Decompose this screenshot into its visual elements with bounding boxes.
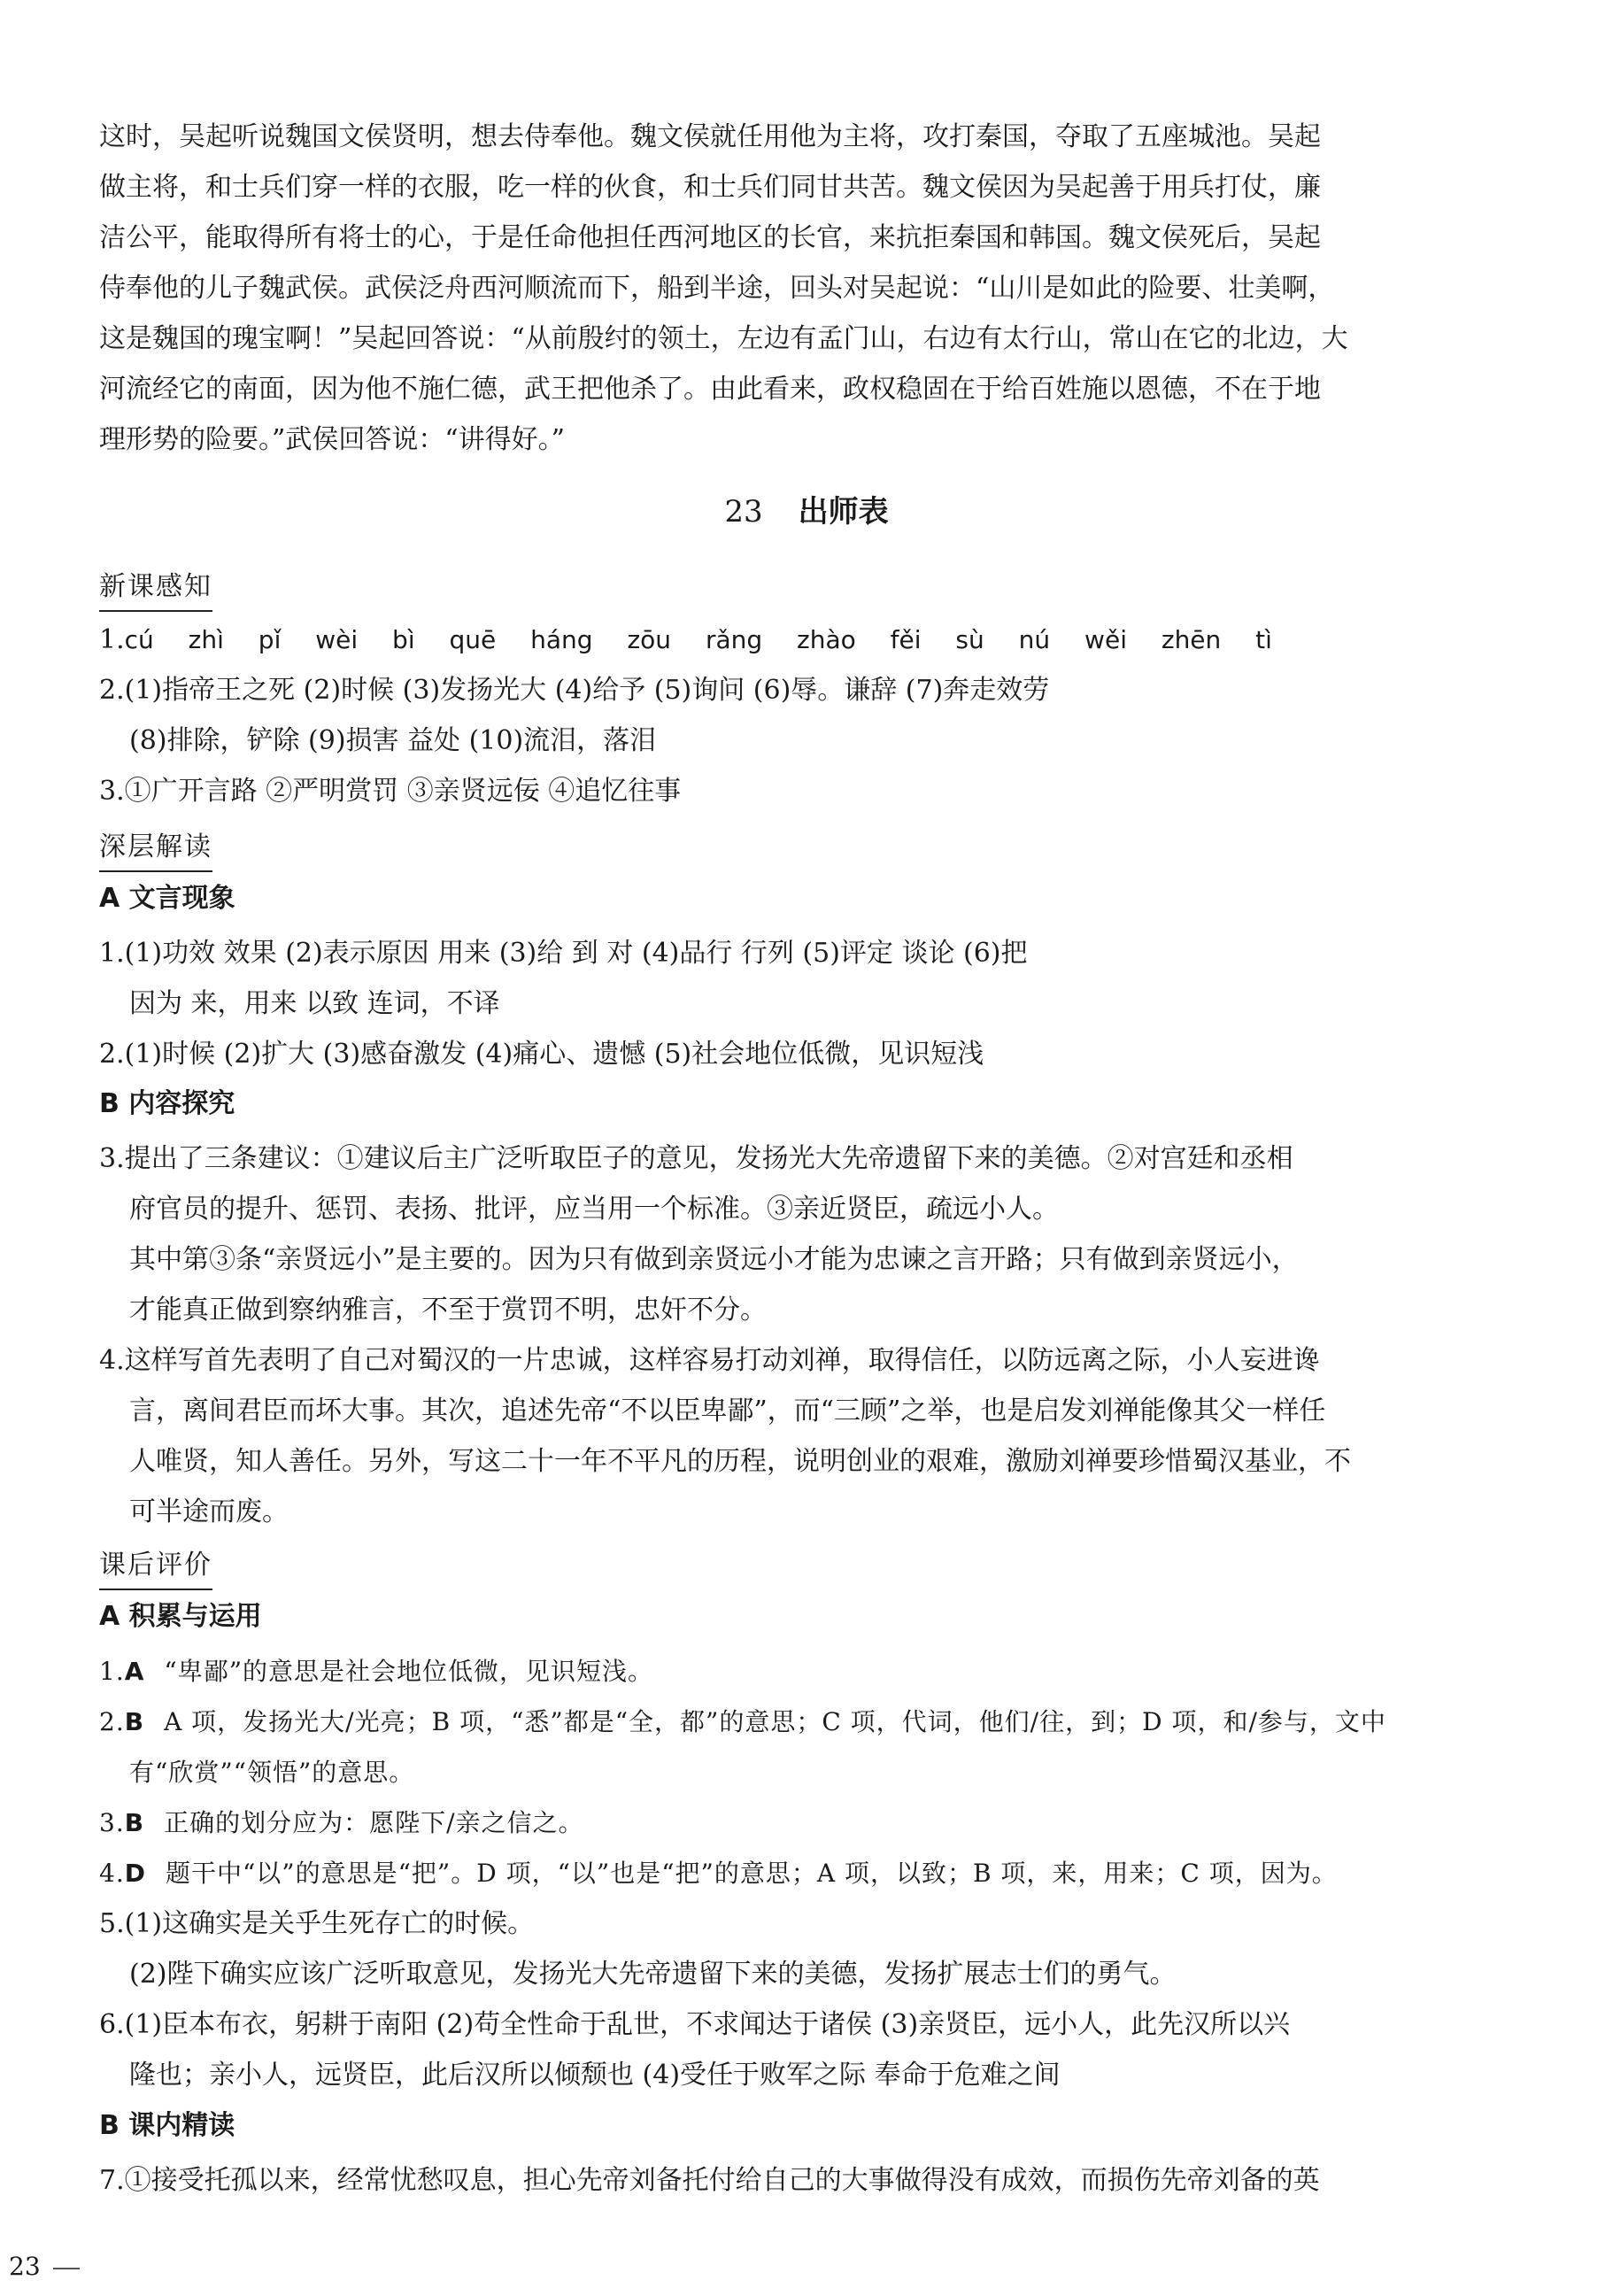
section-header-deep-reading: 深层解读 [99,825,212,872]
intro-line: 河流经它的南面，因为他不施仁德，武王把他杀了。由此看来，政权稳固在于给百姓施以恩德，不在于地 [99,374,1321,405]
answer-line: 才能真正做到察纳雅言，不至于赏罚不明，忠奸不分。 [129,1295,767,1326]
answer-line [99,615,1272,665]
intro-line: 这时，吴起听说魏国文侯贤明，想去侍奉他。魏文侯就任用他为主将，攻打秦国，夺取了五座城池。吴起 [99,121,1321,152]
answer-line: 4.这样写首先表明了自己对蜀汉的一片忠诚，这样容易打动刘禅，取得信任，以防远离之际，小人妄进谗 [99,1345,1320,1376]
subsection-header: A 积累与运用 [99,1601,262,1632]
answer-line: 6.(1)臣本布衣，躬耕于南阳 (2)苟全性命于乱世，不求闻达于诸侯 (3)亲贤臣，远小人，此先汉所以兴 [99,2009,1291,2040]
answer-line: 2.(1)指帝王之死 (2)时候 (3)发扬光大 (4)给予 (5)询问 (6)辱。谦辞 (7)奔走效劳 [99,675,1050,706]
answer-line: 3.提出了三条建议：①建议后主广泛听取臣子的意见，发扬光大先帝遗留下来的美德。②对宫廷和丞相 [99,1143,1293,1174]
answer-line: 有“欣赏”“领悟”的意思。 [129,1758,415,1787]
choice-answer: A [124,1657,145,1686]
page-footer [9,2249,80,2284]
footer-rule [53,2268,80,2269]
intro-line: 洁公平，能取得所有将士的心，于是任命他担任西河地区的长官，来抗拒秦国和韩国。魏文侯死后，吴起 [99,222,1321,253]
answer-line: 隆也；亲小人，远贤臣，此后汉所以倾颓也 (4)受任于败军之际 奉命于危难之间 [129,2060,1061,2091]
question-number: 1. [99,1657,125,1686]
answer-line: 府官员的提升、惩罚、表扬、批评，应当用一个标准。③亲近贤臣，疏远小人。 [129,1194,1059,1225]
intro-line: 理形势的险要。”武侯回答说：“讲得好。” [99,424,566,455]
answer-line: 7.①接受托孤以来，经常忧愁叹息，担心先帝刘备托付给自己的大事做得没有成效，而损伤先帝刘备的英 [99,2165,1320,2196]
question-number: 3. [99,1808,125,1837]
answer-line: 言，离间君臣而坏大事。其次，追述先帝“不以臣卑鄙”，而“三顾”之举，也是启发刘禅能像其父一样任 [129,1395,1326,1426]
question-number: 1. [99,624,125,655]
intro-line: 做主将，和士兵们穿一样的衣服，吃一样的伙食，和士兵们同甘共苦。魏文侯因为吴起善于用兵打仗，廉 [99,172,1321,203]
answer-line: 3.①广开言路 ②严明赏罚 ③亲贤远佞 ④追忆往事 [99,776,682,807]
subsection-header: B 课内精读 [99,2110,235,2141]
answer-line: 人唯贤，知人善任。另外，写这二十一年不平凡的历程，说明创业的艰难，激励刘禅要珍惜蜀汉基业，不 [129,1446,1351,1477]
answer-line [99,1697,1386,1747]
choice-answer: D [124,1859,146,1888]
explanation: 题干中“以”的意思是“把”。D 项，“以”也是“把”的意思；A 项，以致；B 项，来，用来；C 项，因为。 [165,1859,1338,1888]
lesson-number: 23 [724,494,763,530]
subsection-header: B 内容探究 [99,1088,235,1119]
answer-line: 1.(1)功效 效果 (2)表示原因 用来 (3)给 到 对 (4)品行 行列 (5)评定 谈论 (6)把 [99,938,1028,969]
question-number: 4. [99,1859,125,1888]
page-number: 23 [9,2252,41,2281]
choice-answer: B [124,1707,145,1736]
lesson-title-text: 出师表 [798,494,889,530]
answer-line: 2.(1)时候 (2)扩大 (3)感奋激发 (4)痛心、遗憾 (5)社会地位低微，见识短浅 [99,1039,984,1070]
section-header-after-class: 课后评价 [99,1543,212,1590]
intro-line: 这是魏国的瑰宝啊！”吴起回答说：“从前殷纣的领土，左边有孟门山，右边有太行山，常山在它的北边，大 [99,323,1348,354]
answer-line: 可半途而废。 [129,1496,289,1527]
answer-line: (2)陛下确实应该广泛听取意见，发扬光大先帝遗留下来的美德，发扬扩展志士们的勇气。 [129,1959,1177,1990]
pinyin-answers: cú zhì pǐ wèi bì quē háng zōu rǎng zhào fěi sù nú wěi zhēn tì [124,625,1272,654]
answer-line [99,1848,1338,1898]
answer-line: 因为 来，用来 以致 连词，不译 [129,988,500,1019]
intro-line: 侍奉他的儿子魏武侯。武侯泛舟西河顺流而下，船到半途，回头对吴起说：“山川是如此的险要、壮美啊， [99,273,1335,304]
lesson-title [0,485,1613,538]
answer-line [99,1646,653,1697]
section-header-new-lesson: 新课感知 [99,565,212,612]
explanation: A 项，发扬光大/光亮；B 项，“悉”都是“全，都”的意思；C 项，代词，他们/往，到；D 项，和/参与，文中 [164,1707,1386,1736]
answer-line [99,1797,584,1848]
answer-line: (8)排除，铲除 (9)损害 益处 (10)流泪，落泪 [129,725,657,756]
explanation: “卑鄙”的意思是社会地位低微，见识短浅。 [164,1657,654,1686]
choice-answer: B [124,1808,145,1837]
subsection-header: A 文言现象 [99,883,235,914]
explanation: 正确的划分应为：愿陛下/亲之信之。 [164,1808,584,1837]
answer-line: 其中第③条“亲贤远小”是主要的。因为只有做到亲贤远小才能为忠谏之言开路；只有做到亲贤远小， [129,1244,1299,1275]
answer-line: 5.(1)这确实是关乎生死存亡的时候。 [99,1908,535,1939]
question-number: 2. [99,1707,125,1736]
